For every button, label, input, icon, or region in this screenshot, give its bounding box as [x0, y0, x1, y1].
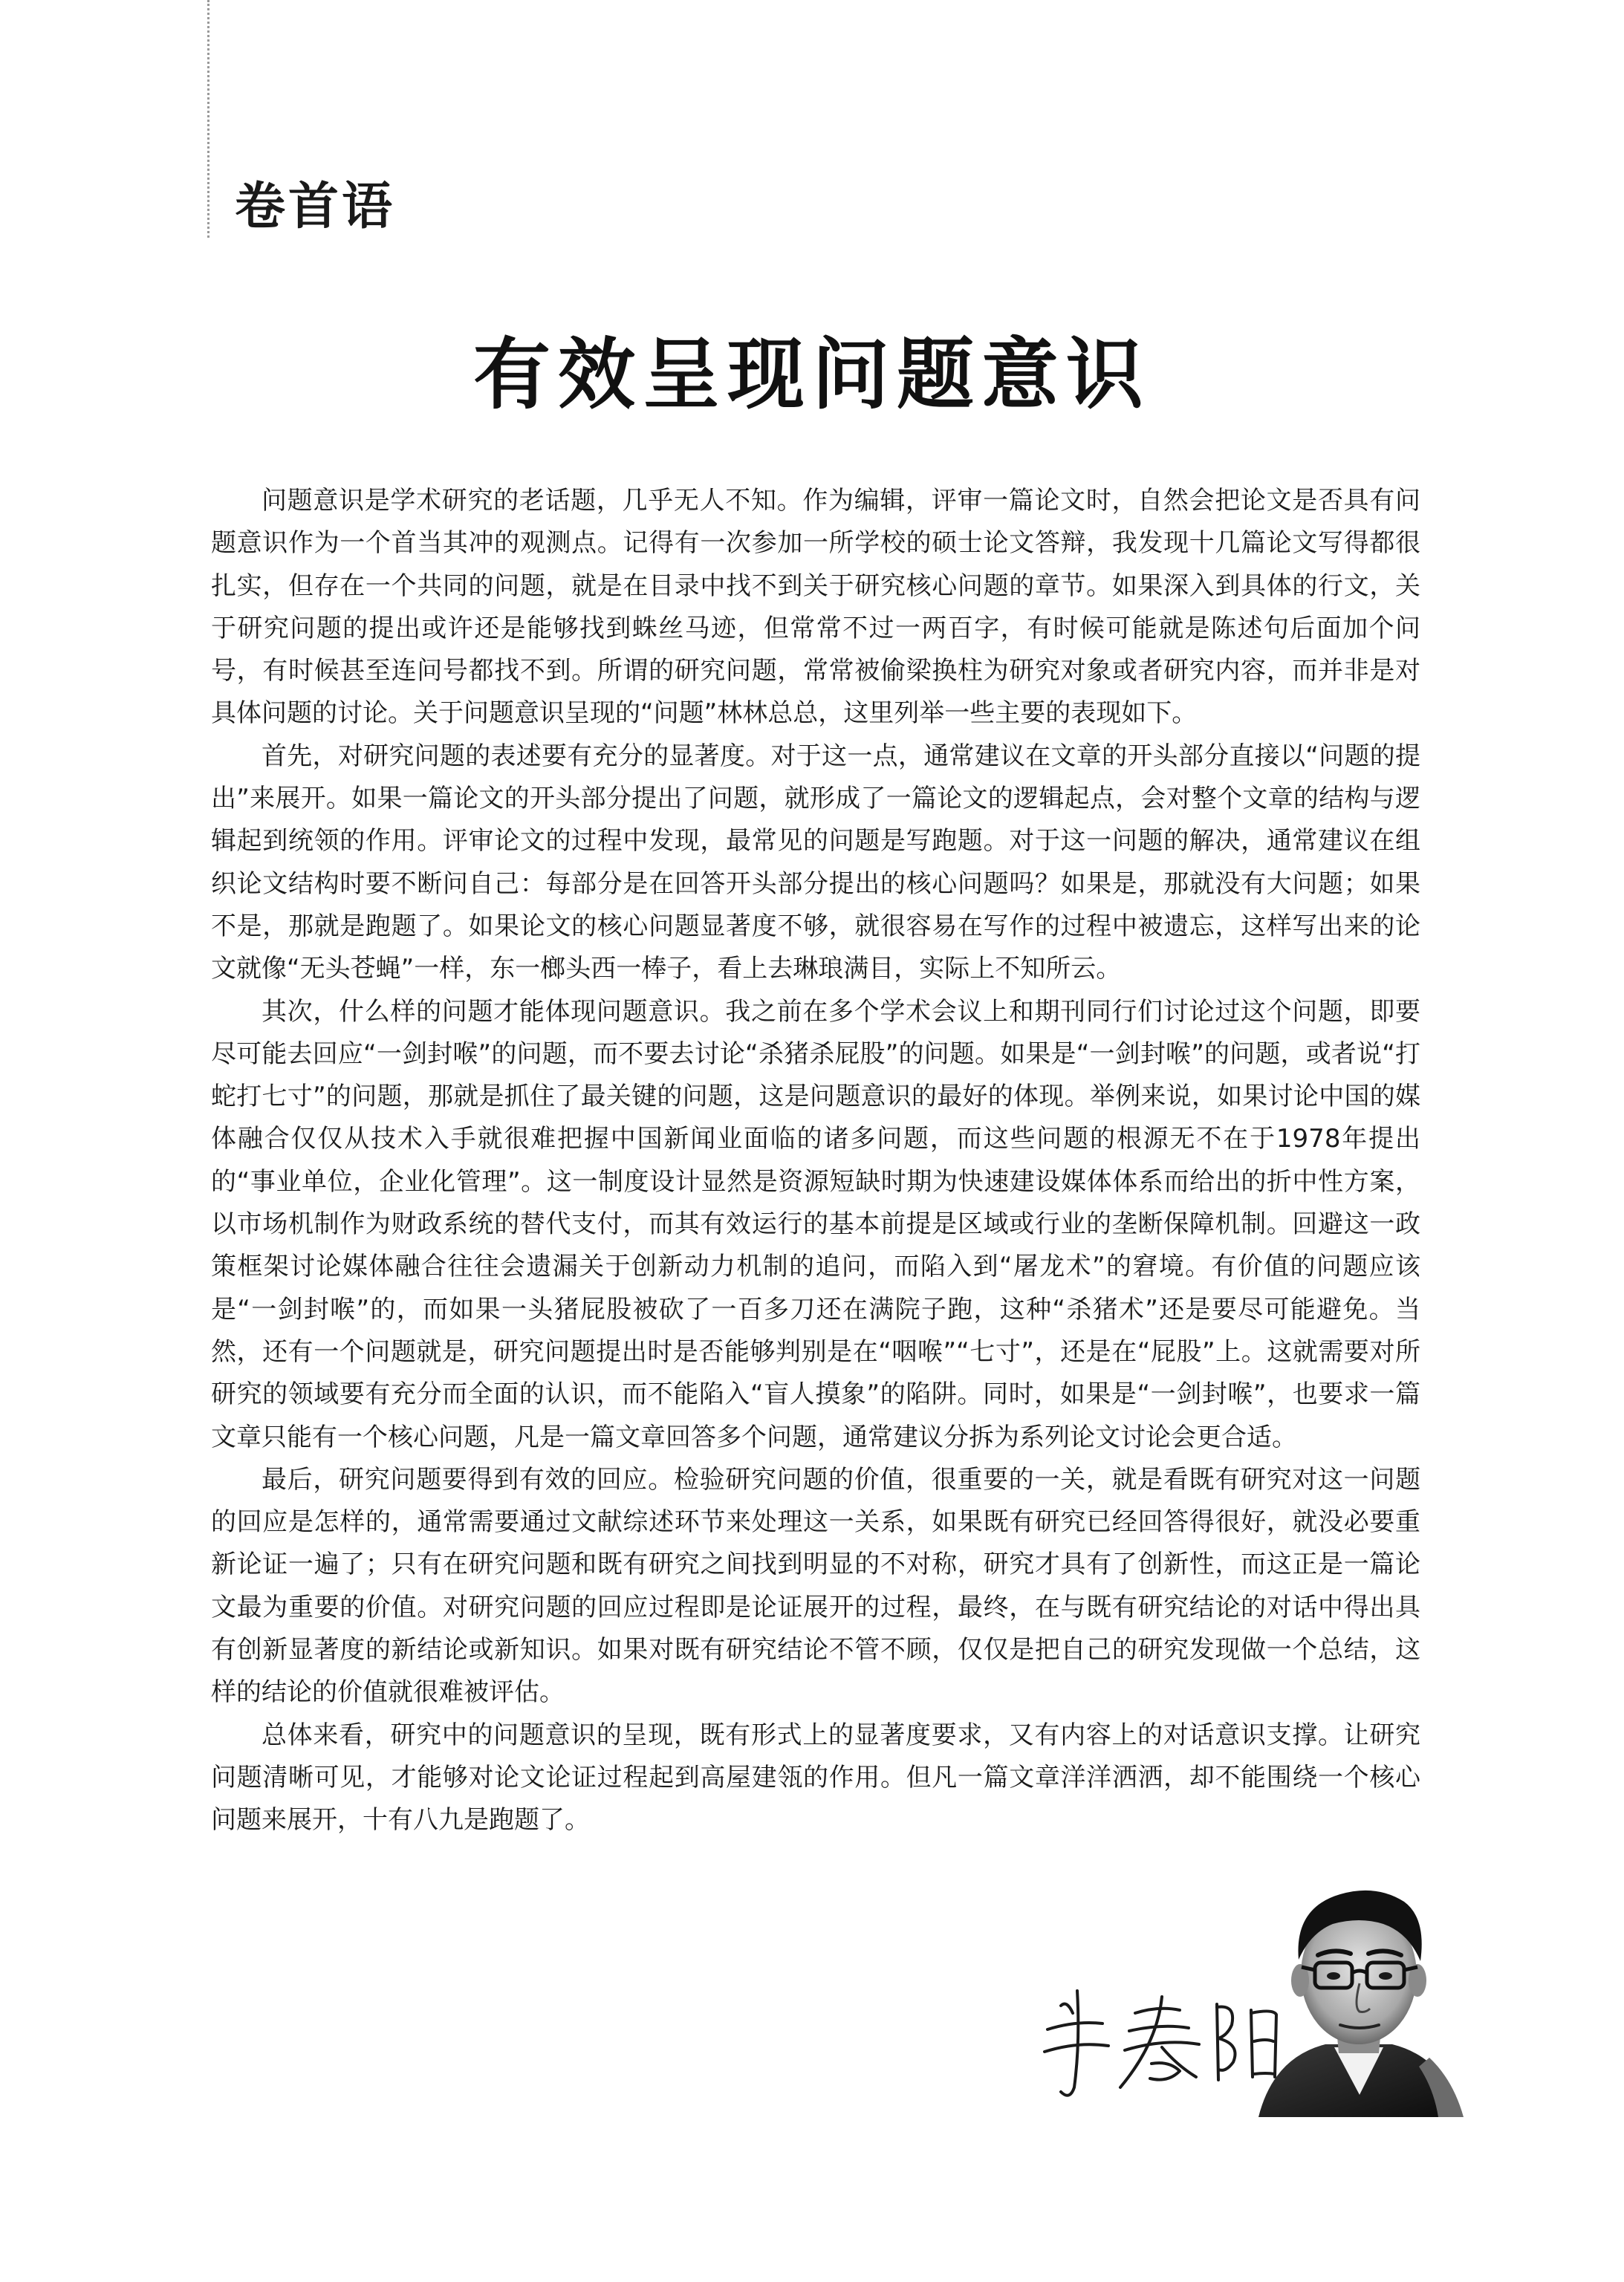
- section-label: 卷首语: [235, 177, 396, 236]
- paragraph-intro: 问题意识是学术研究的老话题，几乎无人不知。作为编辑，评审一篇论文时，自然会把论文是否具有问题意识作为一个首当其冲的观测点。记得有一次参加一所学校的硕士论文答辩，我发现十几篇论文写得都很扎实，但存在一个共同的问题，就是在目录中找不到关于研究核心问题的章节。如果深入到具体的行文，关于研究问题的提出或许还是能够找到蛛丝马迹，但常常不过一两百字，有时候可能就是陈述句后面加个问号，有时候甚至连问号都找不到。所谓的研究问题，常常被偷梁换柱为研究对象或者研究内容，而并非是对具体问题的讨论。关于问题意识呈现的“问题”林林总总，这里列举一些主要的表现如下。: [211, 486, 1420, 729]
- paragraph-third-point: 最后，研究问题要得到有效的回应。检验研究问题的价值，很重要的一关，就是看既有研究对这一问题的回应是怎样的，通常需要通过文献综述环节来处理这一关系，如果既有研究已经回答得很好，就没必要重新论证一遍了；只有在研究问题和既有研究之间找到明显的不对称，研究才具有了创新性，而这正是一篇论文最为重要的价值。对研究问题的回应过程即是论证展开的过程，最终，在与既有研究结论的对话中得出具有创新显著度的新结论或新知识。如果对既有研究结论不管不顾，仅仅是把自己的研究发现做一个总结，这样的结论的价值就很难被评估。: [211, 1464, 1420, 1708]
- article-body: [211, 480, 1420, 1842]
- margin-dotted-rule: [207, 0, 210, 238]
- paragraph-first-point: 首先，对研究问题的表述要有充分的显著度。对于这一点，通常建议在文章的开头部分直接以“问题的提出”来展开。如果一篇论文的开头部分提出了问题，就形成了一篇论文的逻辑起点，会对整个文章的结构与逻辑起到统领的作用。评审论文的过程中发现，最常见的问题是写跑题。对于这一问题的解决，通常建议在组织论文结构时要不断问自己：每部分是在回答开头部分提出的核心问题吗？如果是，那就没有大问题；如果不是，那就是跑题了。如果论文的核心问题显著度不够，就很容易在写作的过程中被遗忘，这样写出来的论文就像“无头苍蝇”一样，东一榔头西一棒子，看上去琳琅满目，实际上不知所云。: [211, 741, 1420, 984]
- author-portrait-image: [1251, 1872, 1467, 2117]
- article-title: 有效呈现问题意识: [472, 328, 1151, 420]
- paragraph-second-point: 其次，什么样的问题才能体现问题意识。我之前在多个学术会议上和期刊同行们讨论过这个问题，即要尽可能去回应“一剑封喉”的问题，而不要去讨论“杀猪杀屁股”的问题。如果是“一剑封喉”的问题，或者说“打蛇打七寸”的问题，那就是抓住了最关键的问题，这是问题意识的最好的体现。举例来说，如果讨论中国的媒体融合仅仅从技术入手就很难把握中国新闻业面临的诸多问题，而这些问题的根源无不在于1978年提出的“事业单位，企业化管理”。这一制度设计显然是资源短缺时期为快速建设媒体体系而给出的折中性方案，以市场机制作为财政系统的替代支付，而其有效运行的基本前提是区域或行业的垄断保障机制。回避这一政策框架讨论媒体融合往往会遗漏关于创新动力机制的追问，而陷入到“屠龙术”的窘境。有价值的问题应该是“一剑封喉”的，而如果一头猪屁股被砍了一百多刀还在满院子跑，这种“杀猪术”还是要尽可能避免。当然，还有一个问题就是，研究问题提出时是否能够判别是在“咽喉”“七寸”，还是在“屁股”上。这就需要对所研究的领域要有充分而全面的认识，而不能陷入“盲人摸象”的陷阱。同时，如果是“一剑封喉”，也要求一篇文章只能有一个核心问题，凡是一篇文章回答多个问题，通常建议分拆为系列论文讨论会更合适。: [211, 996, 1420, 1452]
- paragraph-conclusion: 总体来看，研究中的问题意识的呈现，既有形式上的显著度要求，又有内容上的对话意识支撑。让研究问题清晰可见，才能够对论文论证过程起到高屋建瓴的作用。但凡一篇文章洋洋洒洒，却不能围绕一个核心问题来展开，十有八九是跑题了。: [211, 1720, 1420, 1836]
